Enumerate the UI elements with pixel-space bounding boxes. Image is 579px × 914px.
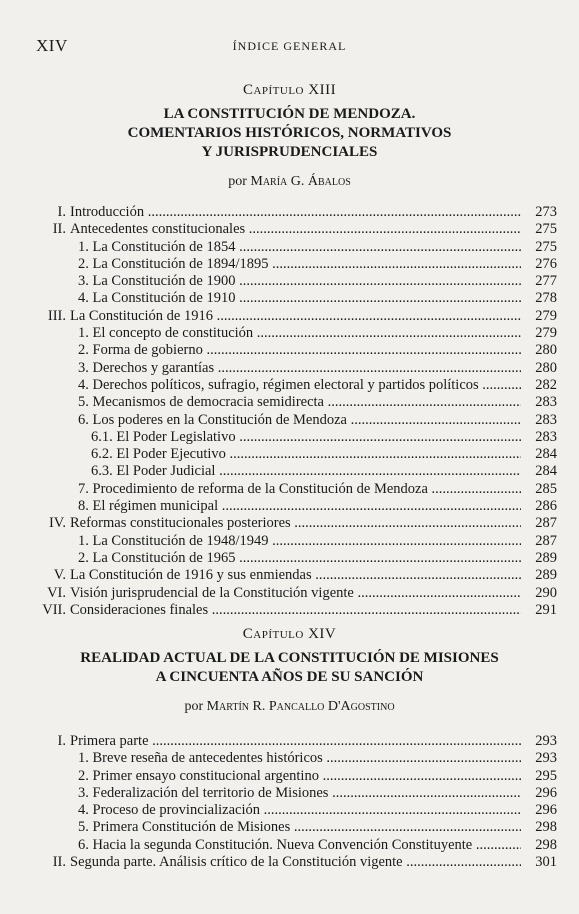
table-of-contents — [0, 733, 579, 871]
toc-entry-page: 277 — [535, 273, 557, 290]
table-of-contents — [0, 204, 579, 619]
toc-entry-number: I. — [57, 733, 66, 749]
toc-entry — [0, 412, 579, 429]
toc-entry-number: II. — [52, 854, 66, 871]
toc-entry-title: 2. La Constitución de 1894/1895 ..... — [78, 256, 521, 273]
toc-entry-title: 1. Breve reseña de antecedentes históricos ..... — [78, 750, 521, 767]
toc-entry — [0, 550, 579, 567]
toc-entry-title: 1. La Constitución de 1854 ..... — [78, 239, 521, 256]
toc-entry — [0, 819, 579, 836]
toc-entry-title: 3. La Constitución de 1900 ..... — [78, 273, 521, 290]
running-title: ÍNDICE GENERAL — [232, 39, 347, 53]
toc-entry — [0, 429, 579, 446]
chapter-title-line: LA CONSTITUCIÓN DE MENDOZA. — [163, 106, 416, 122]
toc-entry-title: Introducción ..... — [70, 204, 521, 221]
toc-entry-number: I. — [57, 204, 66, 220]
chapter-title-line: A CINCUENTA AÑOS DE SU SANCIÓN — [155, 669, 424, 685]
toc-entry — [0, 463, 579, 480]
toc-entry — [0, 533, 579, 550]
toc-entry-title: 6. Hacia la segunda Constitución. Nueva Convención Constituyente ..... — [78, 837, 521, 854]
toc-entry — [0, 204, 579, 221]
toc-entry-page: 273 — [535, 204, 557, 220]
toc-entry-page: 283 — [535, 394, 557, 411]
toc-entry — [0, 377, 579, 394]
toc-entry-title: 6.3. El Poder Judicial ..... — [91, 463, 521, 480]
toc-entry-title: Antecedentes constitucionales ..... — [70, 221, 521, 238]
toc-entry-title: 1. El concepto de constitución ..... — [78, 325, 521, 342]
toc-entry-title: 4. Derechos políticos, sufragio, régimen electoral y partidos políticos ..... — [78, 377, 521, 394]
toc-entry — [0, 239, 579, 256]
toc-entry-title: 6.1. El Poder Legislativo ..... — [91, 429, 521, 446]
toc-entry-title: La Constitución de 1916 ..... — [70, 308, 521, 325]
toc-entry-title: 8. El régimen municipal ..... — [78, 498, 521, 515]
toc-entry-page: 283 — [535, 428, 557, 445]
toc-entry-number: II. — [52, 221, 66, 238]
toc-entry-page: 293 — [535, 750, 557, 767]
author-prefix: por — [184, 699, 204, 714]
toc-entry-number: V. — [53, 567, 66, 584]
toc-entry-page: 280 — [535, 342, 557, 359]
toc-entry-number: IV. — [48, 515, 66, 532]
toc-entry-page: 290 — [535, 584, 557, 601]
author-name: Martín R. Pancallo D'Agostino — [206, 699, 395, 714]
toc-entry — [0, 585, 579, 602]
chapter-title — [0, 649, 579, 687]
toc-entry-page: 287 — [535, 532, 557, 549]
toc-entry — [0, 802, 579, 819]
toc-entry-number: III. — [47, 307, 66, 324]
toc-entry-number: VII. — [42, 601, 66, 618]
toc-entry — [0, 768, 579, 785]
toc-entry-title: 2. Forma de gobierno ..... — [78, 342, 521, 359]
toc-entry-page: 275 — [535, 238, 557, 255]
chapter-title — [0, 105, 579, 162]
toc-entry — [0, 360, 579, 377]
toc-entry-title: Segunda parte. Análisis crítico de la Constitución vigente ..... — [70, 854, 521, 871]
chapter-author — [0, 174, 579, 190]
toc-entry-page: 284 — [535, 446, 557, 463]
toc-entry-page: 280 — [535, 359, 557, 376]
toc-entry-page: 284 — [535, 463, 557, 480]
toc-entry-page: 293 — [535, 733, 557, 749]
chapter-heading — [0, 626, 579, 715]
toc-entry-page: 296 — [535, 802, 557, 819]
toc-entry — [0, 221, 579, 238]
chapter-title-line: Y JURISPRUDENCIALES — [201, 144, 378, 160]
toc-entry — [0, 481, 579, 498]
toc-entry — [0, 498, 579, 515]
toc-entry-page: 289 — [535, 549, 557, 566]
chapter-label: Capítulo XIII — [242, 82, 337, 98]
toc-entry-title: 5. Mecanismos de democracia semidirecta ..... — [78, 394, 521, 411]
running-head — [0, 36, 579, 56]
toc-entry — [0, 273, 579, 290]
toc-entry-title: 4. Proceso de provincialización ..... — [78, 802, 521, 819]
toc-entry — [0, 567, 579, 584]
toc-entry — [0, 325, 579, 342]
toc-entry-page: 279 — [535, 325, 557, 342]
chapter-label: Capítulo XIV — [242, 626, 337, 642]
toc-entry — [0, 256, 579, 273]
toc-entry-title: La Constitución de 1916 y sus enmiendas ..... — [70, 567, 521, 584]
toc-entry-page: 298 — [535, 836, 557, 853]
toc-entry-title: 5. Primera Constitución de Misiones ..... — [78, 819, 521, 836]
chapter-author — [0, 699, 579, 715]
toc-entry — [0, 446, 579, 463]
toc-entry-title: 2. Primer ensayo constitucional argentino ..... — [78, 768, 521, 785]
toc-entry-page: 282 — [535, 376, 557, 393]
toc-entry-page: 298 — [535, 819, 557, 836]
toc-entry — [0, 308, 579, 325]
toc-entry — [0, 342, 579, 359]
toc-entry — [0, 750, 579, 767]
toc-entry-page: 286 — [535, 498, 557, 515]
toc-entry-title: 3. Derechos y garantías ..... — [78, 360, 521, 377]
toc-entry-page: 295 — [535, 767, 557, 784]
chapter-title-line: COMENTARIOS HISTÓRICOS, NORMATIVOS — [127, 125, 452, 141]
toc-entry-number: VI. — [47, 584, 66, 601]
toc-entry-title: 4. La Constitución de 1910 ..... — [78, 290, 521, 307]
toc-entry-title: 6. Los poderes en la Constitución de Mendoza ..... — [78, 412, 521, 429]
toc-entry-title: 6.2. El Poder Ejecutivo ..... — [91, 446, 521, 463]
toc-entry — [0, 785, 579, 802]
author-name: María G. Ábalos — [250, 174, 351, 189]
toc-entry-page: 275 — [535, 221, 557, 238]
toc-entry-page: 285 — [535, 480, 557, 497]
author-prefix: por — [228, 174, 247, 189]
toc-entry-page: 296 — [535, 784, 557, 801]
toc-entry — [0, 394, 579, 411]
toc-entry-page: 291 — [535, 601, 557, 618]
toc-entry-page: 278 — [535, 290, 557, 307]
page-number: XIV — [36, 36, 68, 55]
toc-entry-title: 3. Federalización del territorio de Misiones ..... — [78, 785, 521, 802]
toc-entry-title: Consideraciones finales ..... — [70, 602, 521, 619]
toc-entry-title: Visión jurisprudencial de la Constitución vigente ..... — [70, 585, 521, 602]
toc-entry-page: 276 — [535, 255, 557, 272]
toc-entry — [0, 854, 579, 871]
toc-entry — [0, 515, 579, 532]
toc-entry-title: Primera parte ..... — [70, 733, 521, 750]
toc-entry-title: 2. La Constitución de 1965 ..... — [78, 550, 521, 567]
toc-entry — [0, 290, 579, 307]
toc-entry-page: 301 — [535, 854, 557, 871]
toc-entry-title: 1. La Constitución de 1948/1949 ..... — [78, 533, 521, 550]
chapter-heading — [0, 82, 579, 190]
toc-entry-page: 283 — [535, 411, 557, 428]
chapter-title-line: REALIDAD ACTUAL DE LA CONSTITUCIÓN DE MISIONES — [80, 650, 499, 666]
toc-entry-page: 287 — [535, 515, 557, 532]
toc-entry — [0, 837, 579, 854]
toc-entry — [0, 733, 579, 750]
toc-entry-title: Reformas constitucionales posteriores ..... — [70, 515, 521, 532]
toc-entry-page: 289 — [535, 567, 557, 584]
toc-entry-page: 279 — [535, 307, 557, 324]
toc-entry-title: 7. Procedimiento de reforma de la Constitución de Mendoza ..... — [78, 481, 521, 498]
toc-entry — [0, 602, 579, 619]
